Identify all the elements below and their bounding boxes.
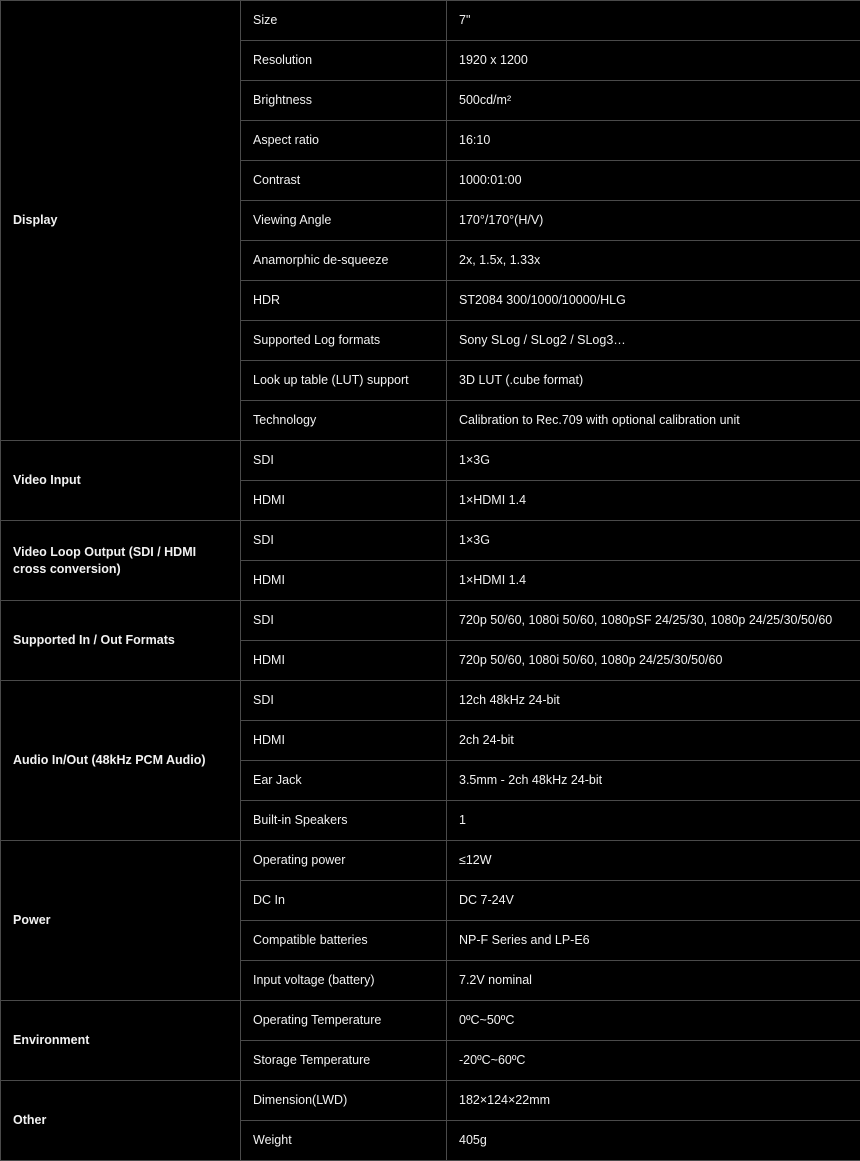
table-row	[1, 841, 860, 881]
table-row	[1, 601, 860, 641]
spec-value-cell: 1920 x 1200	[447, 41, 860, 81]
spec-label-cell: Look up table (LUT) support	[241, 361, 447, 401]
category-cell: Video Loop Output (SDI / HDMI cross conversion)	[1, 521, 241, 601]
spec-value-cell: 1×3G	[447, 521, 860, 561]
spec-label-cell: HDMI	[241, 561, 447, 601]
spec-value-cell: 1000:01:00	[447, 161, 860, 201]
spec-value-cell: 2x, 1.5x, 1.33x	[447, 241, 860, 281]
spec-label-cell: SDI	[241, 681, 447, 721]
spec-value-cell: 2ch 24-bit	[447, 721, 860, 761]
category-cell: Power	[1, 841, 241, 1001]
spec-label-cell: Operating Temperature	[241, 1001, 447, 1041]
table-row	[1, 441, 860, 481]
spec-label-cell: Operating power	[241, 841, 447, 881]
spec-label-cell: SDI	[241, 601, 447, 641]
spec-label-cell: SDI	[241, 441, 447, 481]
spec-value-cell: 720p 50/60, 1080i 50/60, 1080p 24/25/30/50/60	[447, 641, 860, 681]
spec-label-cell: Viewing Angle	[241, 201, 447, 241]
spec-label-cell: Supported Log formats	[241, 321, 447, 361]
spec-label-cell: Size	[241, 1, 447, 41]
category-cell: Other	[1, 1081, 241, 1161]
spec-value-cell: 500cd/m²	[447, 81, 860, 121]
spec-value-cell: Calibration to Rec.709 with optional calibration unit	[447, 401, 860, 441]
table-row	[1, 1001, 860, 1041]
specifications-table-body	[1, 1, 860, 1161]
spec-label-cell: DC In	[241, 881, 447, 921]
spec-label-cell: Input voltage (battery)	[241, 961, 447, 1001]
spec-value-cell: ≤12W	[447, 841, 860, 881]
spec-value-cell: -20ºC~60ºC	[447, 1041, 860, 1081]
spec-label-cell: Ear Jack	[241, 761, 447, 801]
spec-label-cell: Storage Temperature	[241, 1041, 447, 1081]
category-cell: Video Input	[1, 441, 241, 521]
spec-label-cell: HDMI	[241, 481, 447, 521]
category-cell: Display	[1, 1, 241, 441]
spec-value-cell: 0ºC~50ºC	[447, 1001, 860, 1041]
spec-label-cell: Resolution	[241, 41, 447, 81]
spec-label-cell: Aspect ratio	[241, 121, 447, 161]
spec-value-cell: 720p 50/60, 1080i 50/60, 1080pSF 24/25/30, 1080p 24/25/30/50/60	[447, 601, 860, 641]
table-row	[1, 681, 860, 721]
category-cell: Supported In / Out Formats	[1, 601, 241, 681]
spec-label-cell: Compatible batteries	[241, 921, 447, 961]
spec-value-cell: 7.2V nominal	[447, 961, 860, 1001]
spec-label-cell: Contrast	[241, 161, 447, 201]
spec-value-cell: 3D LUT (.cube format)	[447, 361, 860, 401]
spec-label-cell: HDMI	[241, 641, 447, 681]
spec-value-cell: DC 7-24V	[447, 881, 860, 921]
spec-value-cell: 170°/170°(H/V)	[447, 201, 860, 241]
spec-value-cell: Sony SLog / SLog2 / SLog3…	[447, 321, 860, 361]
spec-value-cell: 12ch 48kHz 24-bit	[447, 681, 860, 721]
spec-value-cell: NP-F Series and LP-E6	[447, 921, 860, 961]
spec-value-cell: 3.5mm - 2ch 48kHz 24-bit	[447, 761, 860, 801]
spec-value-cell: 1	[447, 801, 860, 841]
table-row	[1, 1, 860, 41]
category-cell: Audio In/Out (48kHz PCM Audio)	[1, 681, 241, 841]
spec-value-cell: 16:10	[447, 121, 860, 161]
spec-value-cell: 7"	[447, 1, 860, 41]
spec-label-cell: HDMI	[241, 721, 447, 761]
spec-label-cell: Weight	[241, 1121, 447, 1161]
spec-label-cell: Built-in Speakers	[241, 801, 447, 841]
spec-label-cell: Dimension(LWD)	[241, 1081, 447, 1121]
table-row	[1, 521, 860, 561]
spec-value-cell: 405g	[447, 1121, 860, 1161]
spec-label-cell: Brightness	[241, 81, 447, 121]
spec-value-cell: 1×HDMI 1.4	[447, 481, 860, 521]
spec-value-cell: 1×3G	[447, 441, 860, 481]
spec-label-cell: Technology	[241, 401, 447, 441]
spec-label-cell: Anamorphic de-squeeze	[241, 241, 447, 281]
category-cell: Environment	[1, 1001, 241, 1081]
spec-value-cell: ST2084 300/1000/10000/HLG	[447, 281, 860, 321]
table-row	[1, 1081, 860, 1121]
spec-label-cell: HDR	[241, 281, 447, 321]
spec-label-cell: SDI	[241, 521, 447, 561]
spec-value-cell: 1×HDMI 1.4	[447, 561, 860, 601]
spec-value-cell: 182×124×22mm	[447, 1081, 860, 1121]
